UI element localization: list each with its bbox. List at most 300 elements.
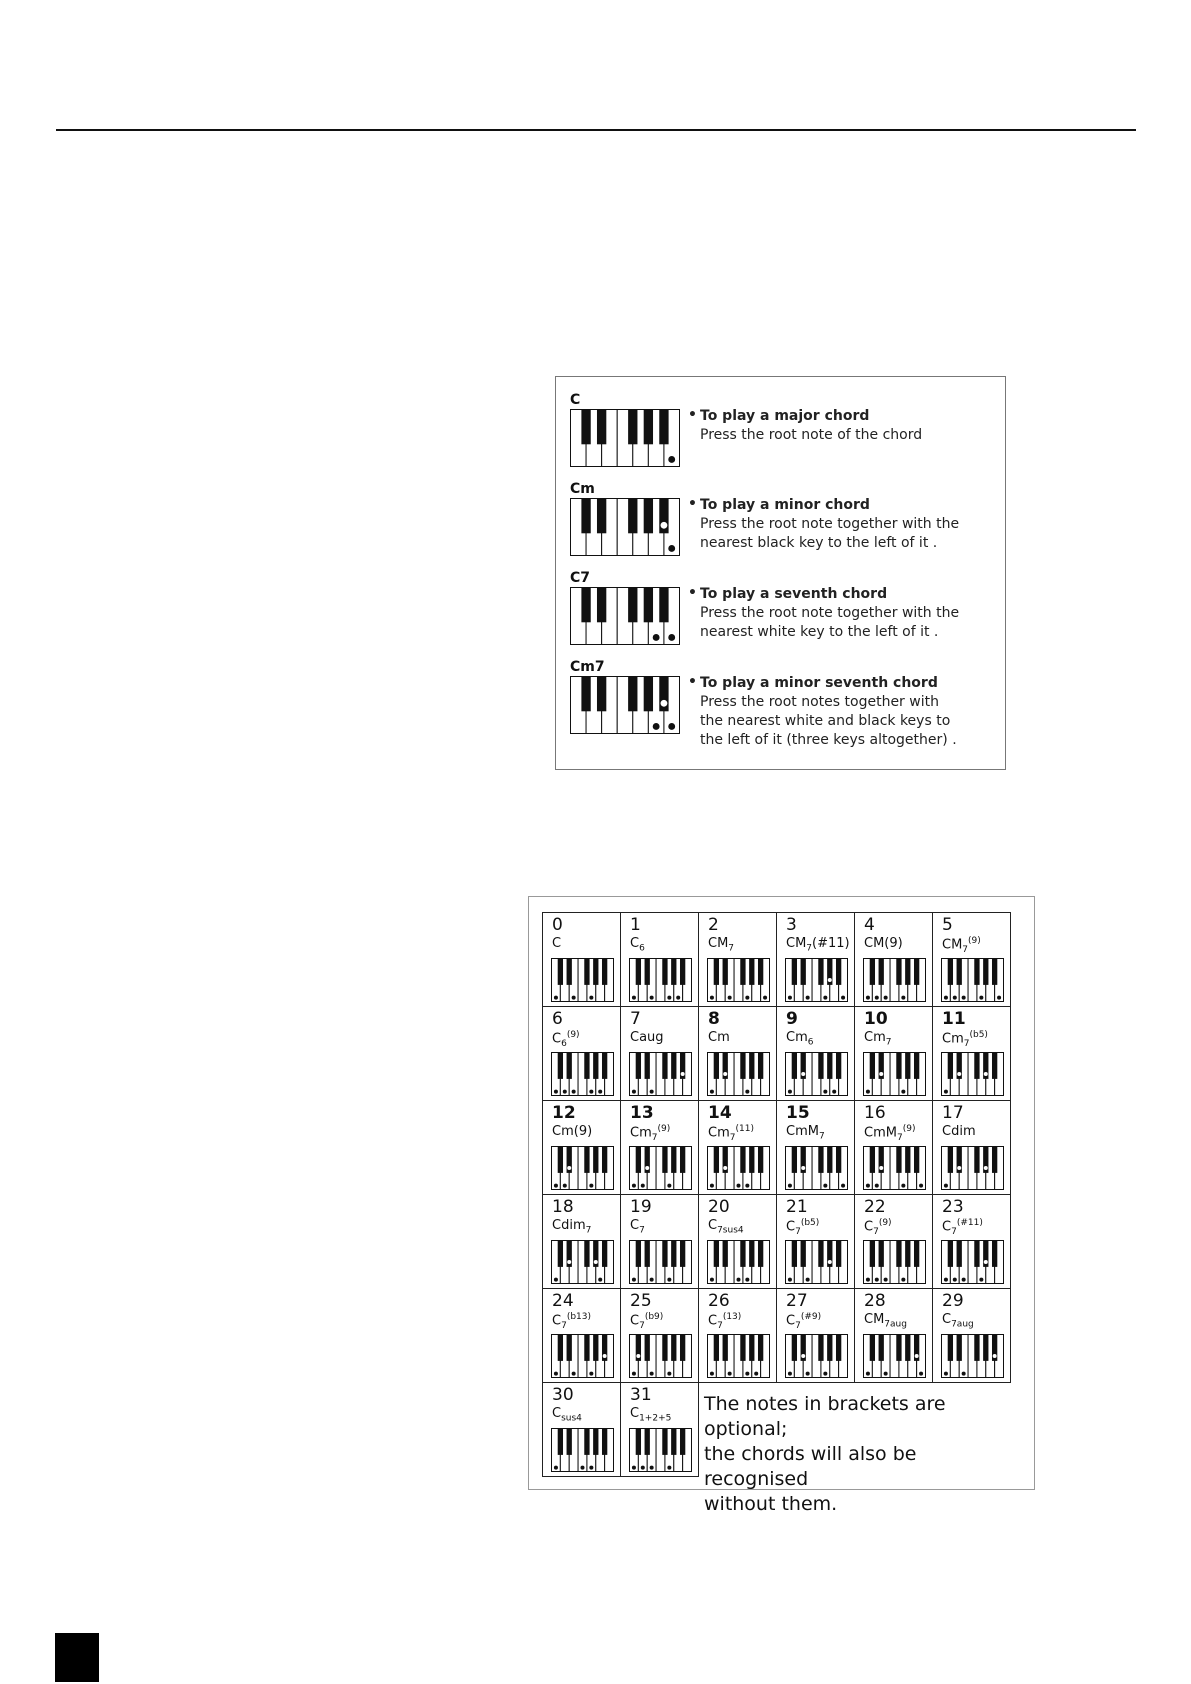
- chord-number: 31: [630, 1385, 652, 1405]
- note-line: without them.: [704, 1493, 838, 1515]
- guide-keyboard: [570, 409, 680, 467]
- black-key: [870, 1335, 875, 1361]
- black-key: [948, 1147, 953, 1173]
- chord-cell: [698, 912, 777, 1007]
- chord-keyboard: [785, 1334, 848, 1378]
- pressed-key-dot: [554, 1372, 558, 1376]
- guide-line: Press the root note together with the: [700, 516, 960, 532]
- chord-name: [786, 936, 850, 954]
- pressed-key-dot: [589, 1466, 593, 1470]
- pressed-key-dot: [650, 1090, 654, 1094]
- guide-keyboard: [570, 587, 680, 645]
- black-key: [879, 959, 884, 985]
- chord-subscript: 6: [561, 1038, 567, 1049]
- pressed-key-dot: [653, 723, 660, 730]
- black-key: [636, 959, 641, 985]
- chord-base: C: [552, 936, 562, 951]
- black-key: [714, 1053, 719, 1079]
- black-key: [818, 959, 823, 985]
- chord-name: [942, 1218, 983, 1237]
- guide-row: [570, 570, 1000, 662]
- black-key: [948, 959, 953, 985]
- chord-name: [552, 1124, 592, 1139]
- black-key: [792, 959, 797, 985]
- chord-subscript: 7: [951, 1226, 957, 1237]
- pressed-key-dot: [632, 1466, 636, 1470]
- chord-number: 2: [708, 915, 719, 935]
- pressed-key-dot: [676, 996, 680, 1000]
- chord-base: Cdim: [942, 1124, 976, 1139]
- chord-number: 27: [786, 1291, 808, 1311]
- chord-superscript: (9): [657, 1124, 671, 1134]
- pressed-key-dot: [653, 634, 660, 641]
- pressed-key-dot: [901, 996, 905, 1000]
- pressed-key-dot: [879, 1166, 883, 1170]
- chord-superscript: (#11): [956, 1218, 983, 1228]
- pressed-key-dot: [567, 1260, 571, 1264]
- black-key: [593, 1147, 598, 1173]
- chord-keyboard: [551, 1240, 614, 1284]
- black-key: [992, 1241, 997, 1267]
- chord-name: [630, 936, 645, 954]
- chord-base: Caug: [630, 1030, 664, 1045]
- black-key: [671, 1053, 676, 1079]
- black-key: [628, 677, 637, 712]
- chord-superscript: (9): [902, 1124, 916, 1134]
- black-key: [593, 1053, 598, 1079]
- chord-number: 20: [708, 1197, 730, 1217]
- chord-name: [708, 1312, 741, 1331]
- black-key: [581, 499, 590, 534]
- black-key: [567, 1053, 572, 1079]
- black-key: [714, 959, 719, 985]
- pressed-key-dot: [788, 996, 792, 1000]
- chord-cell: [698, 1288, 777, 1383]
- chord-number: 30: [552, 1385, 574, 1405]
- pressed-key-dot: [661, 700, 668, 707]
- black-key: [740, 1053, 745, 1079]
- pressed-key-dot: [763, 996, 767, 1000]
- black-key: [723, 1241, 728, 1267]
- black-key: [584, 1335, 589, 1361]
- chord-keyboard: [551, 1052, 614, 1096]
- black-key: [714, 1241, 719, 1267]
- black-key: [628, 588, 637, 623]
- black-key: [558, 1147, 563, 1173]
- black-key: [749, 1053, 754, 1079]
- chord-subscript: 6: [639, 943, 645, 954]
- pressed-key-dot: [589, 1090, 593, 1094]
- chord-number: 17: [942, 1103, 964, 1123]
- pressed-key-dot: [737, 1278, 741, 1282]
- chord-name: [942, 1312, 974, 1330]
- black-key: [948, 1053, 953, 1079]
- pressed-key-dot: [841, 996, 845, 1000]
- black-key: [914, 1147, 919, 1173]
- chord-keyboard: [941, 1240, 1004, 1284]
- chord-number: 11: [942, 1009, 966, 1029]
- chord-number: 24: [552, 1291, 574, 1311]
- pressed-key-dot: [745, 996, 749, 1000]
- pressed-key-dot: [919, 1184, 923, 1188]
- chord-keyboard: [629, 1052, 692, 1096]
- chord-name: [708, 936, 734, 954]
- chord-base: Cm: [864, 1030, 886, 1045]
- chord-cell: [932, 1100, 1011, 1195]
- chord-subscript: 6: [807, 1037, 814, 1048]
- pressed-key-dot: [953, 1278, 957, 1282]
- chord-cell: [776, 1100, 855, 1195]
- black-key: [680, 1429, 685, 1455]
- chord-subscript: 7: [728, 943, 735, 954]
- chord-keyboard: [707, 1240, 770, 1284]
- chord-cell: [932, 1006, 1011, 1101]
- black-key: [740, 959, 745, 985]
- chord-subscript: 7: [896, 1132, 903, 1143]
- page-corner-marker: [55, 1633, 99, 1682]
- chord-cell: [620, 1100, 699, 1195]
- chord-name: [708, 1124, 754, 1143]
- chord-name: [864, 1312, 907, 1330]
- chord-cell: [542, 1382, 621, 1477]
- black-key: [792, 1241, 797, 1267]
- chord-keyboard: [863, 1146, 926, 1190]
- black-key: [680, 1147, 685, 1173]
- pressed-key-dot: [788, 1278, 792, 1282]
- chord-keyboard: [785, 1240, 848, 1284]
- black-key: [662, 959, 667, 985]
- pressed-key-dot: [962, 1372, 966, 1376]
- pressed-key-dot: [632, 1184, 636, 1188]
- black-key: [567, 1429, 572, 1455]
- chord-keyboard: [629, 958, 692, 1002]
- pressed-key-dot: [884, 1372, 888, 1376]
- black-key: [818, 1241, 823, 1267]
- pressed-key-dot: [710, 996, 714, 1000]
- guide-instruction: [700, 407, 1010, 445]
- pressed-key-dot: [667, 1184, 671, 1188]
- chord-guide-box: [555, 376, 1006, 770]
- black-key: [957, 959, 962, 985]
- pressed-key-dot: [661, 522, 668, 529]
- chord-base: CM: [786, 936, 807, 951]
- chord-subscript: 7: [795, 1226, 801, 1237]
- black-key: [662, 1147, 667, 1173]
- black-key: [818, 1053, 823, 1079]
- pressed-key-dot: [598, 1090, 602, 1094]
- chord-keyboard: [785, 958, 848, 1002]
- black-key: [792, 1335, 797, 1361]
- chord-cell: [542, 1194, 621, 1289]
- pressed-key-dot: [745, 1372, 749, 1376]
- chord-superscript: (b9): [644, 1312, 664, 1322]
- black-key: [645, 1335, 650, 1361]
- black-key: [659, 588, 668, 623]
- pressed-key-dot: [801, 1072, 805, 1076]
- pressed-key-dot: [572, 1372, 576, 1376]
- chord-number: 6: [552, 1009, 563, 1029]
- chord-superscript: (b5): [800, 1218, 820, 1228]
- black-key: [636, 1429, 641, 1455]
- pressed-key-dot: [667, 1372, 671, 1376]
- chord-subscript: 7: [651, 1132, 658, 1143]
- pressed-key-dot: [572, 1090, 576, 1094]
- black-key: [597, 499, 606, 534]
- chord-name: [708, 1218, 744, 1236]
- chord-number: 26: [708, 1291, 730, 1311]
- chord-base: C: [552, 1313, 562, 1329]
- chord-base: C: [630, 1218, 640, 1233]
- chord-subscript: sus4: [561, 1413, 582, 1424]
- chord-superscript: (b5): [969, 1030, 988, 1040]
- pressed-key-dot: [710, 1372, 714, 1376]
- chord-subscript: 7: [963, 1038, 970, 1049]
- black-key: [896, 1335, 901, 1361]
- chord-base: C: [630, 1313, 640, 1329]
- chord-superscript: (9): [968, 936, 981, 946]
- chord-base: C: [552, 1406, 562, 1421]
- black-key: [602, 959, 607, 985]
- guide-chord-name: Cm: [570, 481, 595, 497]
- black-key: [749, 959, 754, 985]
- black-key: [662, 1241, 667, 1267]
- black-key: [836, 959, 841, 985]
- chord-keyboard: [551, 1146, 614, 1190]
- black-key: [645, 1241, 650, 1267]
- pressed-key-dot: [572, 996, 576, 1000]
- chord-keyboard: [551, 1334, 614, 1378]
- pressed-key-dot: [957, 1072, 961, 1076]
- guide-chord-name: C: [570, 392, 581, 408]
- black-key: [836, 1147, 841, 1173]
- chord-number: 16: [864, 1103, 886, 1123]
- chord-keyboard: [629, 1146, 692, 1190]
- chord-name: [708, 1030, 730, 1045]
- pressed-key-dot: [788, 1090, 792, 1094]
- black-key: [636, 1147, 641, 1173]
- guide-line: the left of it (three keys altogether) .: [700, 732, 957, 748]
- chord-base: C: [942, 1219, 952, 1235]
- chord-cell: [932, 1288, 1011, 1383]
- black-key: [584, 959, 589, 985]
- chord-name: [864, 1124, 915, 1143]
- black-key: [602, 1147, 607, 1173]
- chord-name: [786, 1030, 813, 1048]
- black-key: [827, 1335, 832, 1361]
- black-key: [914, 1241, 919, 1267]
- chord-number: 4: [864, 915, 875, 935]
- chord-name: [942, 1030, 988, 1049]
- chord-base: Cm: [630, 1125, 652, 1141]
- pressed-key-dot: [841, 1184, 845, 1188]
- pressed-key-dot: [788, 1372, 792, 1376]
- pressed-key-dot: [667, 1466, 671, 1470]
- pressed-key-dot: [962, 996, 966, 1000]
- pressed-key-dot: [667, 1278, 671, 1282]
- chord-keyboard: [941, 1334, 1004, 1378]
- guide-line: the nearest white and black keys to: [700, 713, 951, 729]
- guide-row: [570, 481, 1000, 573]
- black-key: [662, 1429, 667, 1455]
- pressed-key-dot: [823, 1184, 827, 1188]
- black-key: [671, 1241, 676, 1267]
- chord-name: [864, 1218, 892, 1237]
- chord-subscript: 7aug: [951, 1319, 974, 1330]
- black-key: [905, 1241, 910, 1267]
- pressed-key-dot: [681, 1072, 685, 1076]
- pressed-key-dot: [823, 1090, 827, 1094]
- pressed-key-dot: [650, 1372, 654, 1376]
- pressed-key-dot: [953, 996, 957, 1000]
- chord-superscript: (#9): [800, 1312, 822, 1322]
- chord-keyboard: [707, 1052, 770, 1096]
- chord-number: 25: [630, 1291, 652, 1311]
- black-key: [879, 1241, 884, 1267]
- chord-base: Cdim: [552, 1218, 586, 1233]
- chord-base: C: [708, 1218, 718, 1233]
- guide-title: • To play a major chord: [700, 407, 1010, 426]
- chord-base: Cm: [708, 1125, 730, 1141]
- pressed-key-dot: [997, 996, 1001, 1000]
- black-key: [558, 1241, 563, 1267]
- chord-name: [630, 1030, 664, 1045]
- pressed-key-dot: [745, 1278, 749, 1282]
- guide-keyboard: [570, 498, 680, 556]
- chord-subscript: 7: [818, 1131, 825, 1142]
- pressed-key-dot: [901, 1278, 905, 1282]
- pressed-key-dot: [984, 1166, 988, 1170]
- guide-line: Press the root note of the chord: [700, 427, 923, 443]
- chord-name: [864, 1030, 891, 1048]
- black-key: [870, 1241, 875, 1267]
- black-key: [870, 1147, 875, 1173]
- pressed-key-dot: [554, 1466, 558, 1470]
- chord-subscript: 7: [962, 944, 969, 955]
- black-key: [870, 959, 875, 985]
- chord-base: C: [630, 1406, 640, 1421]
- chord-keyboard: [785, 1052, 848, 1096]
- chord-cell: [854, 1288, 933, 1383]
- note-line: the chords will also be recognised: [704, 1443, 917, 1490]
- chord-cell: [542, 1288, 621, 1383]
- chord-cell: [698, 1100, 777, 1195]
- black-key: [740, 1335, 745, 1361]
- pressed-key-dot: [866, 1184, 870, 1188]
- black-key: [597, 588, 606, 623]
- chord-suffix: (#11): [812, 936, 850, 951]
- black-key: [905, 1053, 910, 1079]
- chord-number: 8: [708, 1009, 720, 1029]
- pressed-key-dot: [632, 1090, 636, 1094]
- pressed-key-dot: [979, 996, 983, 1000]
- pressed-key-dot: [589, 1184, 593, 1188]
- pressed-key-dot: [828, 1260, 832, 1264]
- pressed-key-dot: [632, 996, 636, 1000]
- chord-cell: [932, 1194, 1011, 1289]
- chord-keyboard: [551, 958, 614, 1002]
- pressed-key-dot: [944, 1278, 948, 1282]
- black-key: [581, 410, 590, 445]
- chord-base: CM: [864, 1312, 885, 1327]
- chord-number: 3: [786, 915, 797, 935]
- pressed-key-dot: [668, 545, 675, 552]
- black-key: [905, 959, 910, 985]
- chord-chart: [528, 896, 1035, 1515]
- chord-name: [552, 1312, 591, 1331]
- chord-number: 13: [630, 1103, 654, 1123]
- black-key: [758, 1147, 763, 1173]
- black-key: [957, 1335, 962, 1361]
- pressed-key-dot: [806, 1278, 810, 1282]
- black-key: [992, 1053, 997, 1079]
- chord-cell: [776, 1006, 855, 1101]
- chord-number: 5: [942, 915, 953, 935]
- chord-number: 23: [942, 1197, 964, 1217]
- black-key: [581, 588, 590, 623]
- chord-keyboard: [863, 1334, 926, 1378]
- guide-title: • To play a seventh chord: [700, 585, 1010, 604]
- chord-base: C: [708, 1313, 718, 1329]
- chord-subscript: 7: [717, 1320, 723, 1331]
- pressed-key-dot: [823, 996, 827, 1000]
- pressed-key-dot: [598, 1278, 602, 1282]
- chord-keyboard: [707, 958, 770, 1002]
- pressed-key-dot: [667, 996, 671, 1000]
- chord-keyboard: [941, 1146, 1004, 1190]
- chord-base: Cm: [942, 1031, 964, 1047]
- chord-base: CmM: [864, 1125, 897, 1141]
- chord-number: 7: [630, 1009, 641, 1029]
- black-key: [597, 677, 606, 712]
- guide-line: Press the root note together with the: [700, 605, 960, 621]
- black-key: [644, 410, 653, 445]
- black-key: [818, 1147, 823, 1173]
- pressed-key-dot: [806, 1372, 810, 1376]
- chord-cell: [854, 912, 933, 1007]
- chord-base: C: [942, 1312, 952, 1327]
- black-key: [974, 1335, 979, 1361]
- chord-subscript: 7aug: [884, 1319, 907, 1330]
- black-key: [948, 1241, 953, 1267]
- black-key: [645, 1053, 650, 1079]
- chord-number: 12: [552, 1103, 576, 1123]
- black-key: [558, 959, 563, 985]
- pressed-key-dot: [944, 1090, 948, 1094]
- pressed-key-dot: [875, 996, 879, 1000]
- chord-superscript: (13): [722, 1312, 742, 1322]
- chord-name: [786, 1312, 821, 1331]
- pressed-key-dot: [984, 1072, 988, 1076]
- chord-name: [786, 1124, 825, 1142]
- pressed-key-dot: [875, 1184, 879, 1188]
- black-key: [581, 677, 590, 712]
- pressed-key-dot: [668, 456, 675, 463]
- chord-base: CM: [708, 936, 729, 951]
- pressed-key-dot: [866, 1278, 870, 1282]
- chord-name: [552, 1030, 580, 1049]
- optional-notes-text: [704, 1392, 1024, 1517]
- pressed-key-dot: [728, 996, 732, 1000]
- pressed-key-dot: [801, 1354, 805, 1358]
- black-key: [905, 1335, 910, 1361]
- black-key: [628, 410, 637, 445]
- pressed-key-dot: [668, 723, 675, 730]
- black-key: [558, 1335, 563, 1361]
- chord-base: C: [630, 936, 640, 951]
- black-key: [714, 1147, 719, 1173]
- pressed-key-dot: [554, 1184, 558, 1188]
- chord-subscript: 7: [795, 1320, 801, 1331]
